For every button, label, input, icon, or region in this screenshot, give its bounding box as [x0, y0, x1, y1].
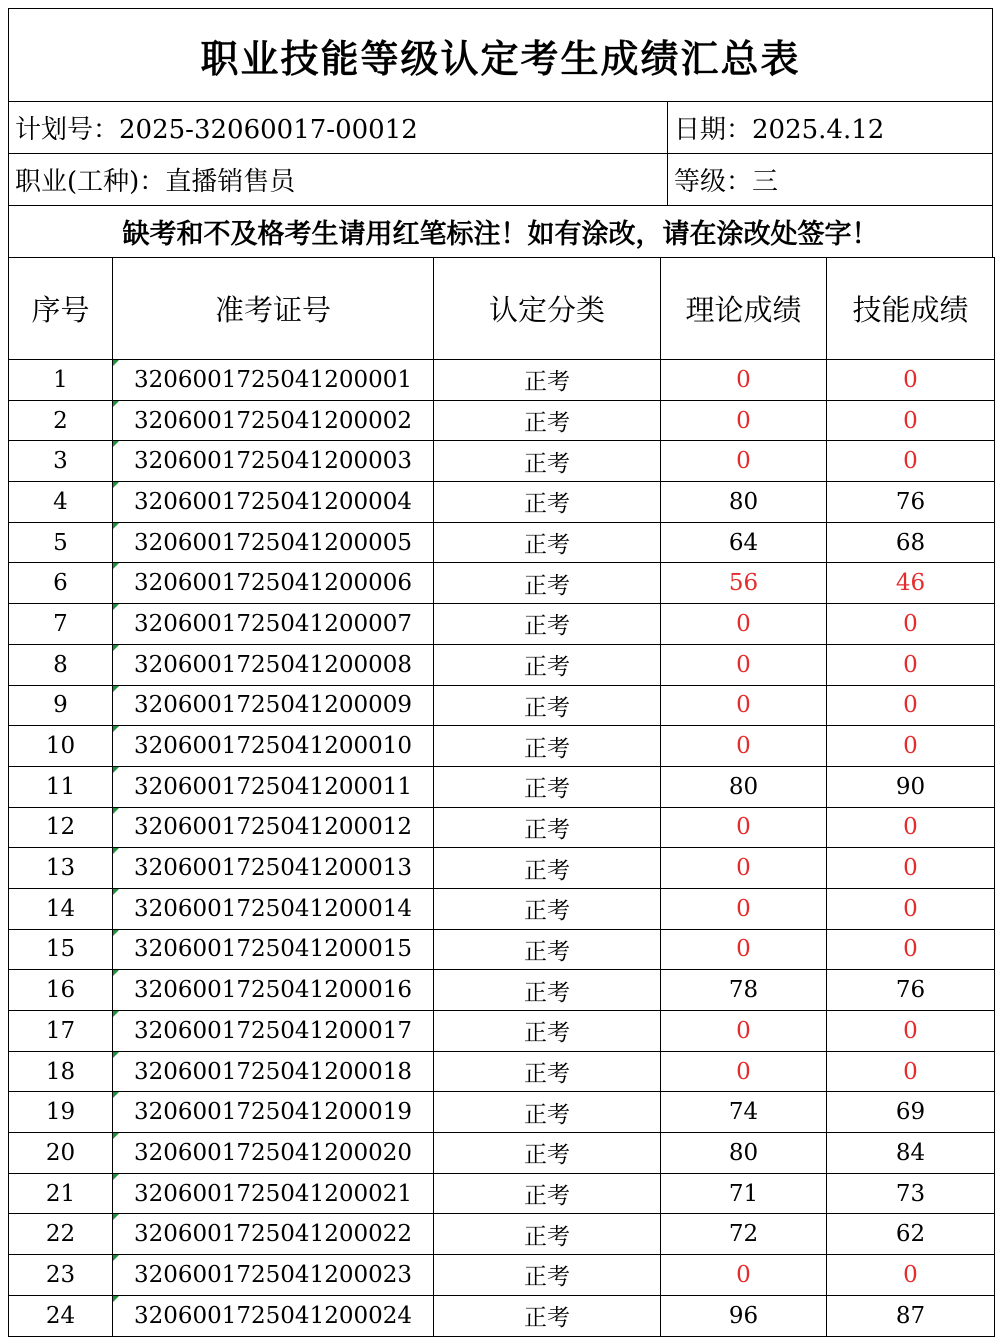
- table-row: [9, 1214, 995, 1255]
- cell-seq: 22: [9, 1214, 113, 1255]
- grade-level: 等级：三: [674, 167, 779, 197]
- table-row: [9, 726, 995, 767]
- cell-seq: 11: [9, 766, 113, 807]
- cell-cert-no: 3206001725041200013: [113, 848, 434, 889]
- cell-type: 正考: [434, 644, 661, 685]
- cell-theory: 72: [661, 1214, 827, 1255]
- plan-number: 计划号：2025-32060017-00012: [9, 102, 668, 153]
- cell-seq: 8: [9, 644, 113, 685]
- cell-seq: 7: [9, 604, 113, 645]
- cell-skill: 87: [827, 1295, 995, 1336]
- cell-skill: 84: [827, 1133, 995, 1174]
- cell-theory: 80: [661, 766, 827, 807]
- cell-cert-no: 3206001725041200011: [113, 766, 434, 807]
- cell-skill: 90: [827, 766, 995, 807]
- cell-cert-no: 3206001725041200007: [113, 604, 434, 645]
- cell-seq: 13: [9, 848, 113, 889]
- exam-date: 日期：2025.4.12: [674, 115, 885, 145]
- cell-skill: 0: [827, 726, 995, 767]
- table-row: [9, 1255, 995, 1296]
- table-row: [9, 970, 995, 1011]
- cell-seq: 15: [9, 929, 113, 970]
- table-row: [9, 766, 995, 807]
- cell-cert-no: 3206001725041200012: [113, 807, 434, 848]
- cell-skill: 46: [827, 563, 995, 604]
- plan-row: [8, 101, 993, 153]
- cell-cert-no: 3206001725041200021: [113, 1173, 434, 1214]
- table-row: [9, 604, 995, 645]
- cell-seq: 4: [9, 482, 113, 523]
- sheet-title: 职业技能等级认定考生成绩汇总表: [8, 8, 993, 101]
- cell-type: 正考: [434, 604, 661, 645]
- cell-skill: 0: [827, 1011, 995, 1052]
- cell-type: 正考: [434, 1011, 661, 1052]
- table-row: [9, 1133, 995, 1174]
- cell-cert-no: 3206001725041200016: [113, 970, 434, 1011]
- cell-theory: 0: [661, 726, 827, 767]
- cell-theory: 78: [661, 970, 827, 1011]
- cell-seq: 5: [9, 522, 113, 563]
- cell-seq: 3: [9, 441, 113, 482]
- cell-skill: 0: [827, 929, 995, 970]
- cell-theory: 0: [661, 685, 827, 726]
- cell-type: 正考: [434, 1092, 661, 1133]
- cell-type: 正考: [434, 522, 661, 563]
- cell-skill: 73: [827, 1173, 995, 1214]
- cell-cert-no: 3206001725041200010: [113, 726, 434, 767]
- cell-skill: 0: [827, 848, 995, 889]
- cell-theory: 0: [661, 1051, 827, 1092]
- occupation: 职业(工种)：直播销售员: [9, 154, 668, 205]
- cell-seq: 19: [9, 1092, 113, 1133]
- cell-type: 正考: [434, 726, 661, 767]
- cell-cert-no: 3206001725041200015: [113, 929, 434, 970]
- cell-skill: 0: [827, 888, 995, 929]
- header-seq: 序号: [9, 258, 113, 360]
- cell-type: 正考: [434, 766, 661, 807]
- cell-cert-no: 3206001725041200004: [113, 482, 434, 523]
- cell-type: 正考: [434, 888, 661, 929]
- table-row: [9, 685, 995, 726]
- cell-theory: 0: [661, 1011, 827, 1052]
- cell-type: 正考: [434, 1214, 661, 1255]
- score-table: [8, 257, 995, 1337]
- cell-cert-no: 3206001725041200020: [113, 1133, 434, 1174]
- table-row: [9, 1092, 995, 1133]
- score-sheet: [8, 8, 993, 1337]
- cell-seq: 18: [9, 1051, 113, 1092]
- cell-theory: 96: [661, 1295, 827, 1336]
- cell-theory: 0: [661, 604, 827, 645]
- table-row: [9, 360, 995, 401]
- cell-seq: 6: [9, 563, 113, 604]
- table-row: [9, 522, 995, 563]
- table-row: [9, 1295, 995, 1336]
- cell-theory: 0: [661, 888, 827, 929]
- cell-seq: 14: [9, 888, 113, 929]
- cell-theory: 0: [661, 848, 827, 889]
- table-row: [9, 848, 995, 889]
- cell-theory: 0: [661, 807, 827, 848]
- cell-type: 正考: [434, 848, 661, 889]
- cell-seq: 23: [9, 1255, 113, 1296]
- cell-theory: 0: [661, 400, 827, 441]
- cell-cert-no: 3206001725041200002: [113, 400, 434, 441]
- cell-type: 正考: [434, 1051, 661, 1092]
- notice-text: 缺考和不及格考生请用红笔标注！如有涂改，请在涂改处签字！: [8, 205, 993, 257]
- cell-cert-no: 3206001725041200001: [113, 360, 434, 401]
- cell-seq: 20: [9, 1133, 113, 1174]
- table-row: [9, 441, 995, 482]
- cell-skill: 62: [827, 1214, 995, 1255]
- cell-type: 正考: [434, 1295, 661, 1336]
- cell-theory: 0: [661, 1255, 827, 1296]
- cell-cert-no: 3206001725041200009: [113, 685, 434, 726]
- cell-seq: 16: [9, 970, 113, 1011]
- table-row: [9, 929, 995, 970]
- cell-theory: 74: [661, 1092, 827, 1133]
- table-row: [9, 1173, 995, 1214]
- cell-theory: 0: [661, 360, 827, 401]
- cell-cert-no: 3206001725041200014: [113, 888, 434, 929]
- cell-skill: 76: [827, 970, 995, 1011]
- cell-seq: 9: [9, 685, 113, 726]
- cell-skill: 69: [827, 1092, 995, 1133]
- cell-type: 正考: [434, 1255, 661, 1296]
- cell-skill: 0: [827, 644, 995, 685]
- cell-cert-no: 3206001725041200019: [113, 1092, 434, 1133]
- cell-cert-no: 3206001725041200005: [113, 522, 434, 563]
- cell-skill: 0: [827, 1051, 995, 1092]
- cell-skill: 68: [827, 522, 995, 563]
- cell-cert-no: 3206001725041200024: [113, 1295, 434, 1336]
- cell-seq: 17: [9, 1011, 113, 1052]
- table-row: [9, 563, 995, 604]
- cell-seq: 24: [9, 1295, 113, 1336]
- cell-skill: 0: [827, 360, 995, 401]
- cell-cert-no: 3206001725041200018: [113, 1051, 434, 1092]
- table-row: [9, 1051, 995, 1092]
- cell-type: 正考: [434, 360, 661, 401]
- cell-type: 正考: [434, 400, 661, 441]
- cell-skill: 0: [827, 604, 995, 645]
- cell-type: 正考: [434, 970, 661, 1011]
- table-row: [9, 888, 995, 929]
- cell-theory: 80: [661, 482, 827, 523]
- cell-theory: 64: [661, 522, 827, 563]
- cell-seq: 2: [9, 400, 113, 441]
- cell-skill: 76: [827, 482, 995, 523]
- cell-seq: 21: [9, 1173, 113, 1214]
- table-row: [9, 807, 995, 848]
- cell-cert-no: 3206001725041200003: [113, 441, 434, 482]
- cell-theory: 0: [661, 644, 827, 685]
- cell-seq: 1: [9, 360, 113, 401]
- table-row: [9, 482, 995, 523]
- cell-type: 正考: [434, 929, 661, 970]
- header-type: 认定分类: [434, 258, 661, 360]
- table-header-row: [9, 258, 995, 360]
- cell-type: 正考: [434, 441, 661, 482]
- cell-cert-no: 3206001725041200008: [113, 644, 434, 685]
- cell-type: 正考: [434, 563, 661, 604]
- cell-theory: 80: [661, 1133, 827, 1174]
- occupation-row: [8, 153, 993, 205]
- header-skill: 技能成绩: [827, 258, 995, 360]
- header-theory: 理论成绩: [661, 258, 827, 360]
- cell-skill: 0: [827, 807, 995, 848]
- table-row: [9, 1011, 995, 1052]
- table-row: [9, 644, 995, 685]
- cell-type: 正考: [434, 1133, 661, 1174]
- cell-cert-no: 3206001725041200022: [113, 1214, 434, 1255]
- cell-cert-no: 3206001725041200006: [113, 563, 434, 604]
- cell-skill: 0: [827, 441, 995, 482]
- cell-type: 正考: [434, 807, 661, 848]
- cell-theory: 0: [661, 929, 827, 970]
- cell-skill: 0: [827, 685, 995, 726]
- cell-theory: 56: [661, 563, 827, 604]
- cell-type: 正考: [434, 482, 661, 523]
- cell-skill: 0: [827, 400, 995, 441]
- table-row: [9, 400, 995, 441]
- cell-cert-no: 3206001725041200017: [113, 1011, 434, 1052]
- cell-cert-no: 3206001725041200023: [113, 1255, 434, 1296]
- cell-seq: 10: [9, 726, 113, 767]
- cell-type: 正考: [434, 685, 661, 726]
- cell-type: 正考: [434, 1173, 661, 1214]
- cell-seq: 12: [9, 807, 113, 848]
- header-cert-no: 准考证号: [113, 258, 434, 360]
- cell-theory: 71: [661, 1173, 827, 1214]
- cell-skill: 0: [827, 1255, 995, 1296]
- cell-theory: 0: [661, 441, 827, 482]
